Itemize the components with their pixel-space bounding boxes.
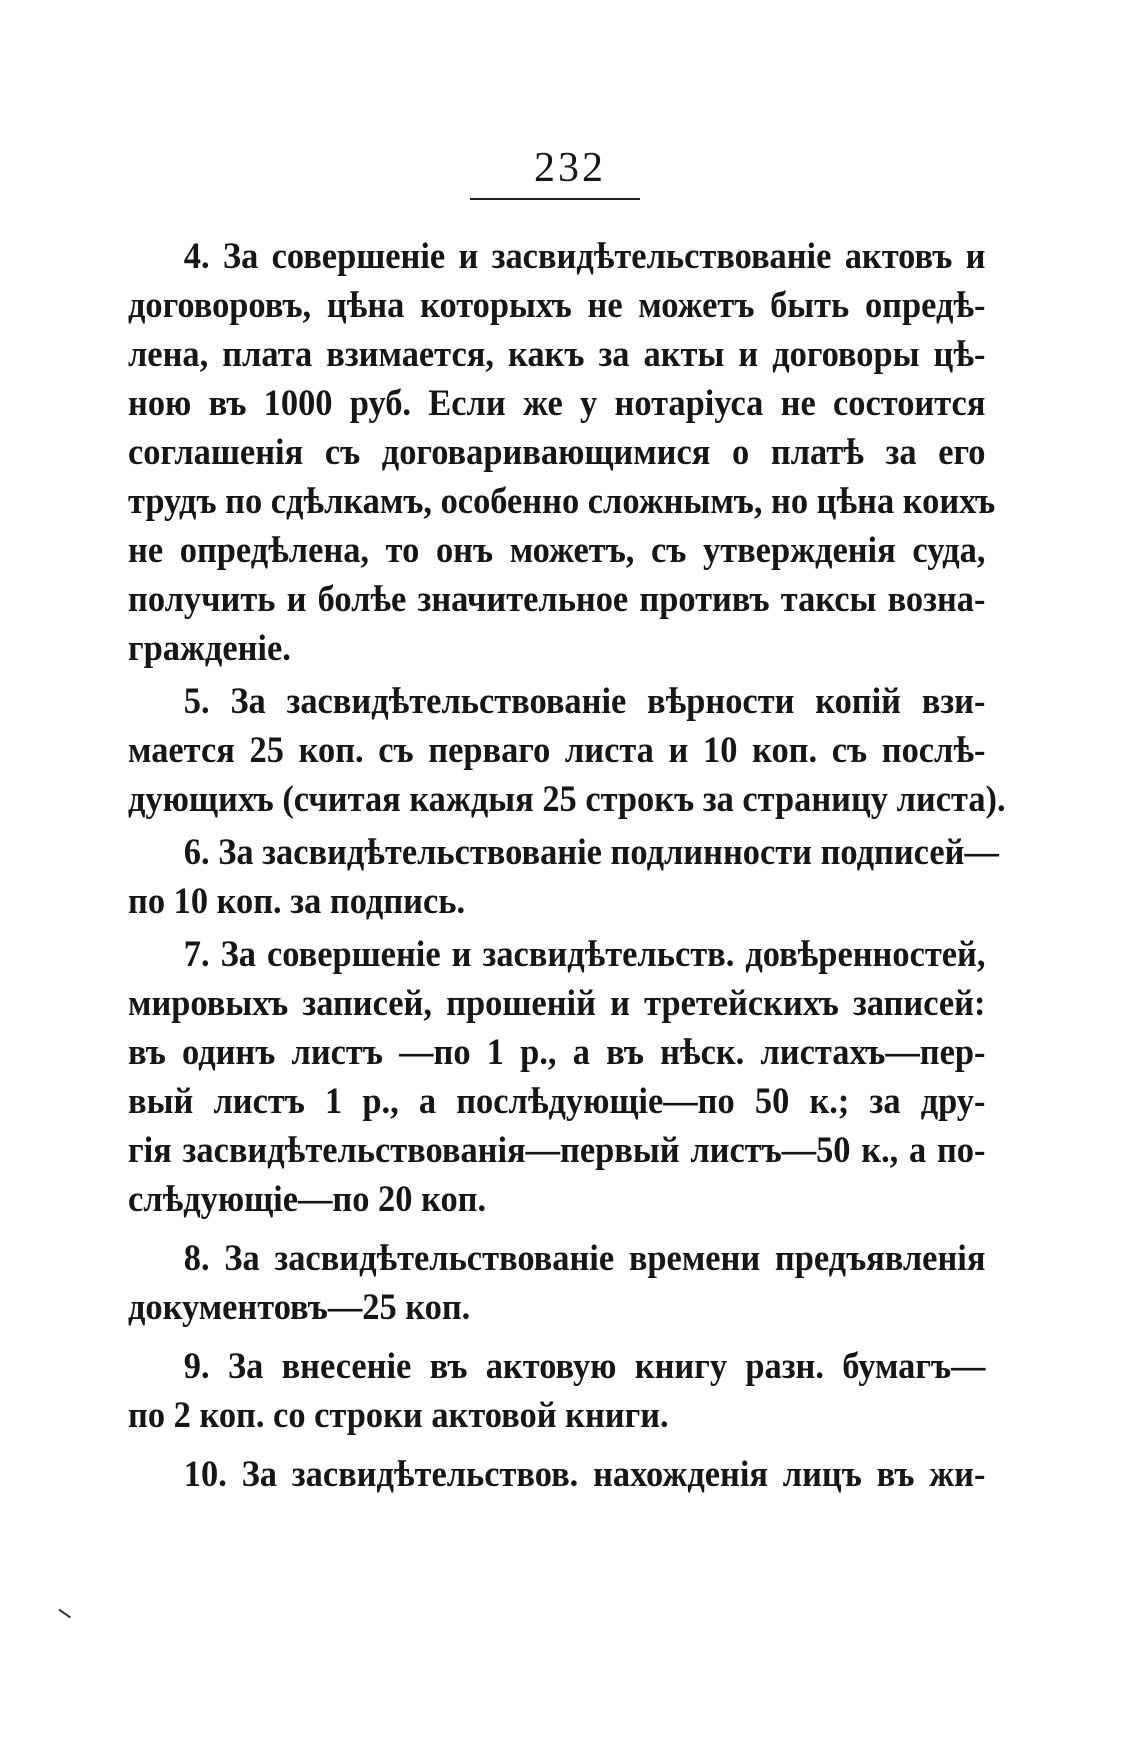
paragraph-10 (128, 1450, 985, 1499)
text-line: 8. За засвидѣтельствованіе времени предъявленія (183, 1238, 986, 1279)
text-line: 9. За внесеніе въ актовую книгу разн. бумагъ— (183, 1346, 986, 1387)
text-line: лена, плата взимается, какъ за акты и договоры цѣ- (128, 334, 986, 375)
text-line: 4. За совершеніе и засвидѣтельствованіе актовъ и (183, 236, 986, 277)
text-line: 10. За засвидѣтельствов. нахожденія лицъ въ жи- (183, 1454, 986, 1495)
text-line: мается 25 коп. съ перваго листа и 10 коп. съ послѣ- (128, 730, 986, 771)
paragraph-5 (128, 677, 1006, 824)
text-line: получить и болѣе значительное противъ таксы возна- (128, 579, 986, 620)
text-line: трудъ по сдѣлкамъ, особенно сложнымъ, но цѣна коихъ (128, 481, 996, 522)
paragraph-8 (128, 1234, 985, 1332)
text-line: ною въ 1000 руб. Если же у нотаріуса не состоится (128, 383, 986, 424)
text-line: гія засвидѣтельствованія—первый листъ—50 к., а по- (128, 1130, 986, 1171)
paragraph-6 (128, 828, 999, 926)
body-text (128, 232, 1006, 1499)
text-line: по 2 коп. со строки актовой книги. (128, 1395, 669, 1436)
text-line: по 10 коп. за подпись. (128, 881, 466, 922)
text-line: договоровъ, цѣна которыхъ не можетъ быть опредѣ- (128, 285, 986, 326)
text-line: 6. За засвидѣтельствованіе подлинности подписей— (183, 832, 999, 873)
paragraph-7 (128, 930, 985, 1224)
text-line: документовъ—25 коп. (128, 1287, 471, 1328)
paragraph-4 (128, 232, 996, 673)
text-line: слѣдующіе—по 20 коп. (128, 1179, 487, 1220)
page-number: 232 (534, 145, 606, 191)
text-line: соглашенія съ договаривающимися о платѣ за его (128, 432, 986, 473)
text-line: въ одинъ листъ —по 1 р., а въ нѣск. листахъ—пер- (128, 1032, 986, 1073)
text-line: не опредѣлена, то онъ можетъ, съ утвержденія суда, (128, 530, 986, 571)
paragraph-9 (128, 1342, 985, 1440)
text-line: дующихъ (считая каждыя 25 строкъ за страницу листа). (128, 779, 1006, 820)
header-rule (470, 198, 640, 200)
text-line: гражденіе. (128, 628, 291, 669)
text-line: 5. За засвидѣтельствованіе вѣрности копій взи- (183, 681, 986, 722)
text-line: вый листъ 1 р., а послѣдующіе—по 50 к.; за дру- (128, 1081, 986, 1122)
text-line: 7. За совершеніе и засвидѣтельств. довѣренностей, (183, 934, 986, 975)
text-line: мировыхъ записей, прошеній и третейскихъ записей: (128, 983, 986, 1024)
scan-speck (55, 1609, 71, 1624)
